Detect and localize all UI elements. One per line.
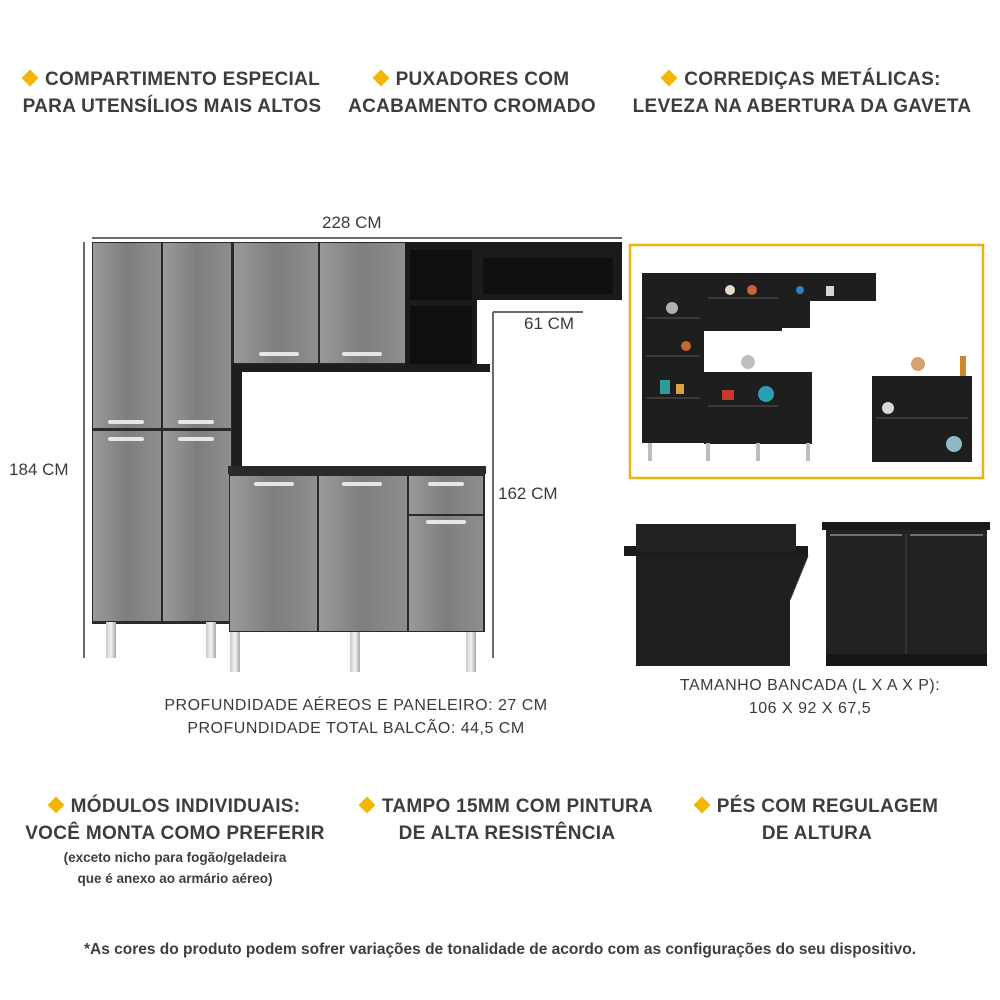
product-photo-frame bbox=[630, 245, 983, 478]
diamond-bullet-icon bbox=[47, 797, 64, 814]
feature-handles: PUXADORES COM ACABAMENTO CROMADO bbox=[348, 69, 596, 117]
bench-caption-line1: TAMANHO BANCADA (L X A X P): bbox=[679, 677, 941, 694]
base-cabinets bbox=[228, 466, 486, 672]
dimension-shelf-width-label: 61 CM bbox=[524, 314, 575, 333]
diamond-bullet-icon bbox=[693, 797, 710, 814]
feature-top: TAMPO 15MM COM PINTURA DE ALTA RESISTÊNCIA bbox=[346, 793, 668, 847]
bench-front-view bbox=[822, 522, 990, 666]
feature-modules-note1: (exceto nicho para fogão/geladeira bbox=[63, 850, 287, 865]
feature-feet: PÉS COM REGULAGEM DE ALTURA bbox=[690, 793, 944, 847]
dimension-counter-height-label: 162 CM bbox=[498, 484, 558, 503]
feature-modules-note2: que é anexo ao armário aéreo) bbox=[77, 871, 273, 886]
feature-slides: CORREDIÇAS METÁLICAS: LEVEZA NA ABERTURA DA GAVETA bbox=[632, 69, 972, 117]
depth-caption-line1: PROFUNDIDADE AÉREOS E PANELEIRO: 27 CM bbox=[164, 697, 548, 714]
feature-compartment: COMPARTIMENTO ESPECIAL PARA UTENSÍLIOS MAIS ALTOS bbox=[22, 69, 322, 117]
bench-back-view bbox=[624, 524, 808, 666]
bench-caption bbox=[660, 674, 960, 720]
bench-caption-line2: 106 X 92 X 67,5 bbox=[748, 700, 872, 717]
dimension-width-label: 228 CM bbox=[322, 213, 382, 232]
upper-cabinets bbox=[232, 242, 622, 467]
depth-caption bbox=[150, 694, 562, 740]
feature-modules: MÓDULOS INDIVIDUAIS: VOCÊ MONTA COMO PREFERIR (exceto nicho para fogão/geladeira que é anexo ao armário aéreo) bbox=[14, 793, 336, 889]
dimension-height-label: 184 CM bbox=[9, 460, 69, 479]
tall-pantry bbox=[92, 242, 232, 658]
depth-caption-line2: PROFUNDIDADE TOTAL BALCÃO: 44,5 CM bbox=[187, 720, 525, 737]
diamond-bullet-icon bbox=[358, 797, 375, 814]
color-disclaimer: *As cores do produto podem sofrer variações de tonalidade de acordo com as configurações do seu dispositivo. bbox=[83, 941, 917, 958]
